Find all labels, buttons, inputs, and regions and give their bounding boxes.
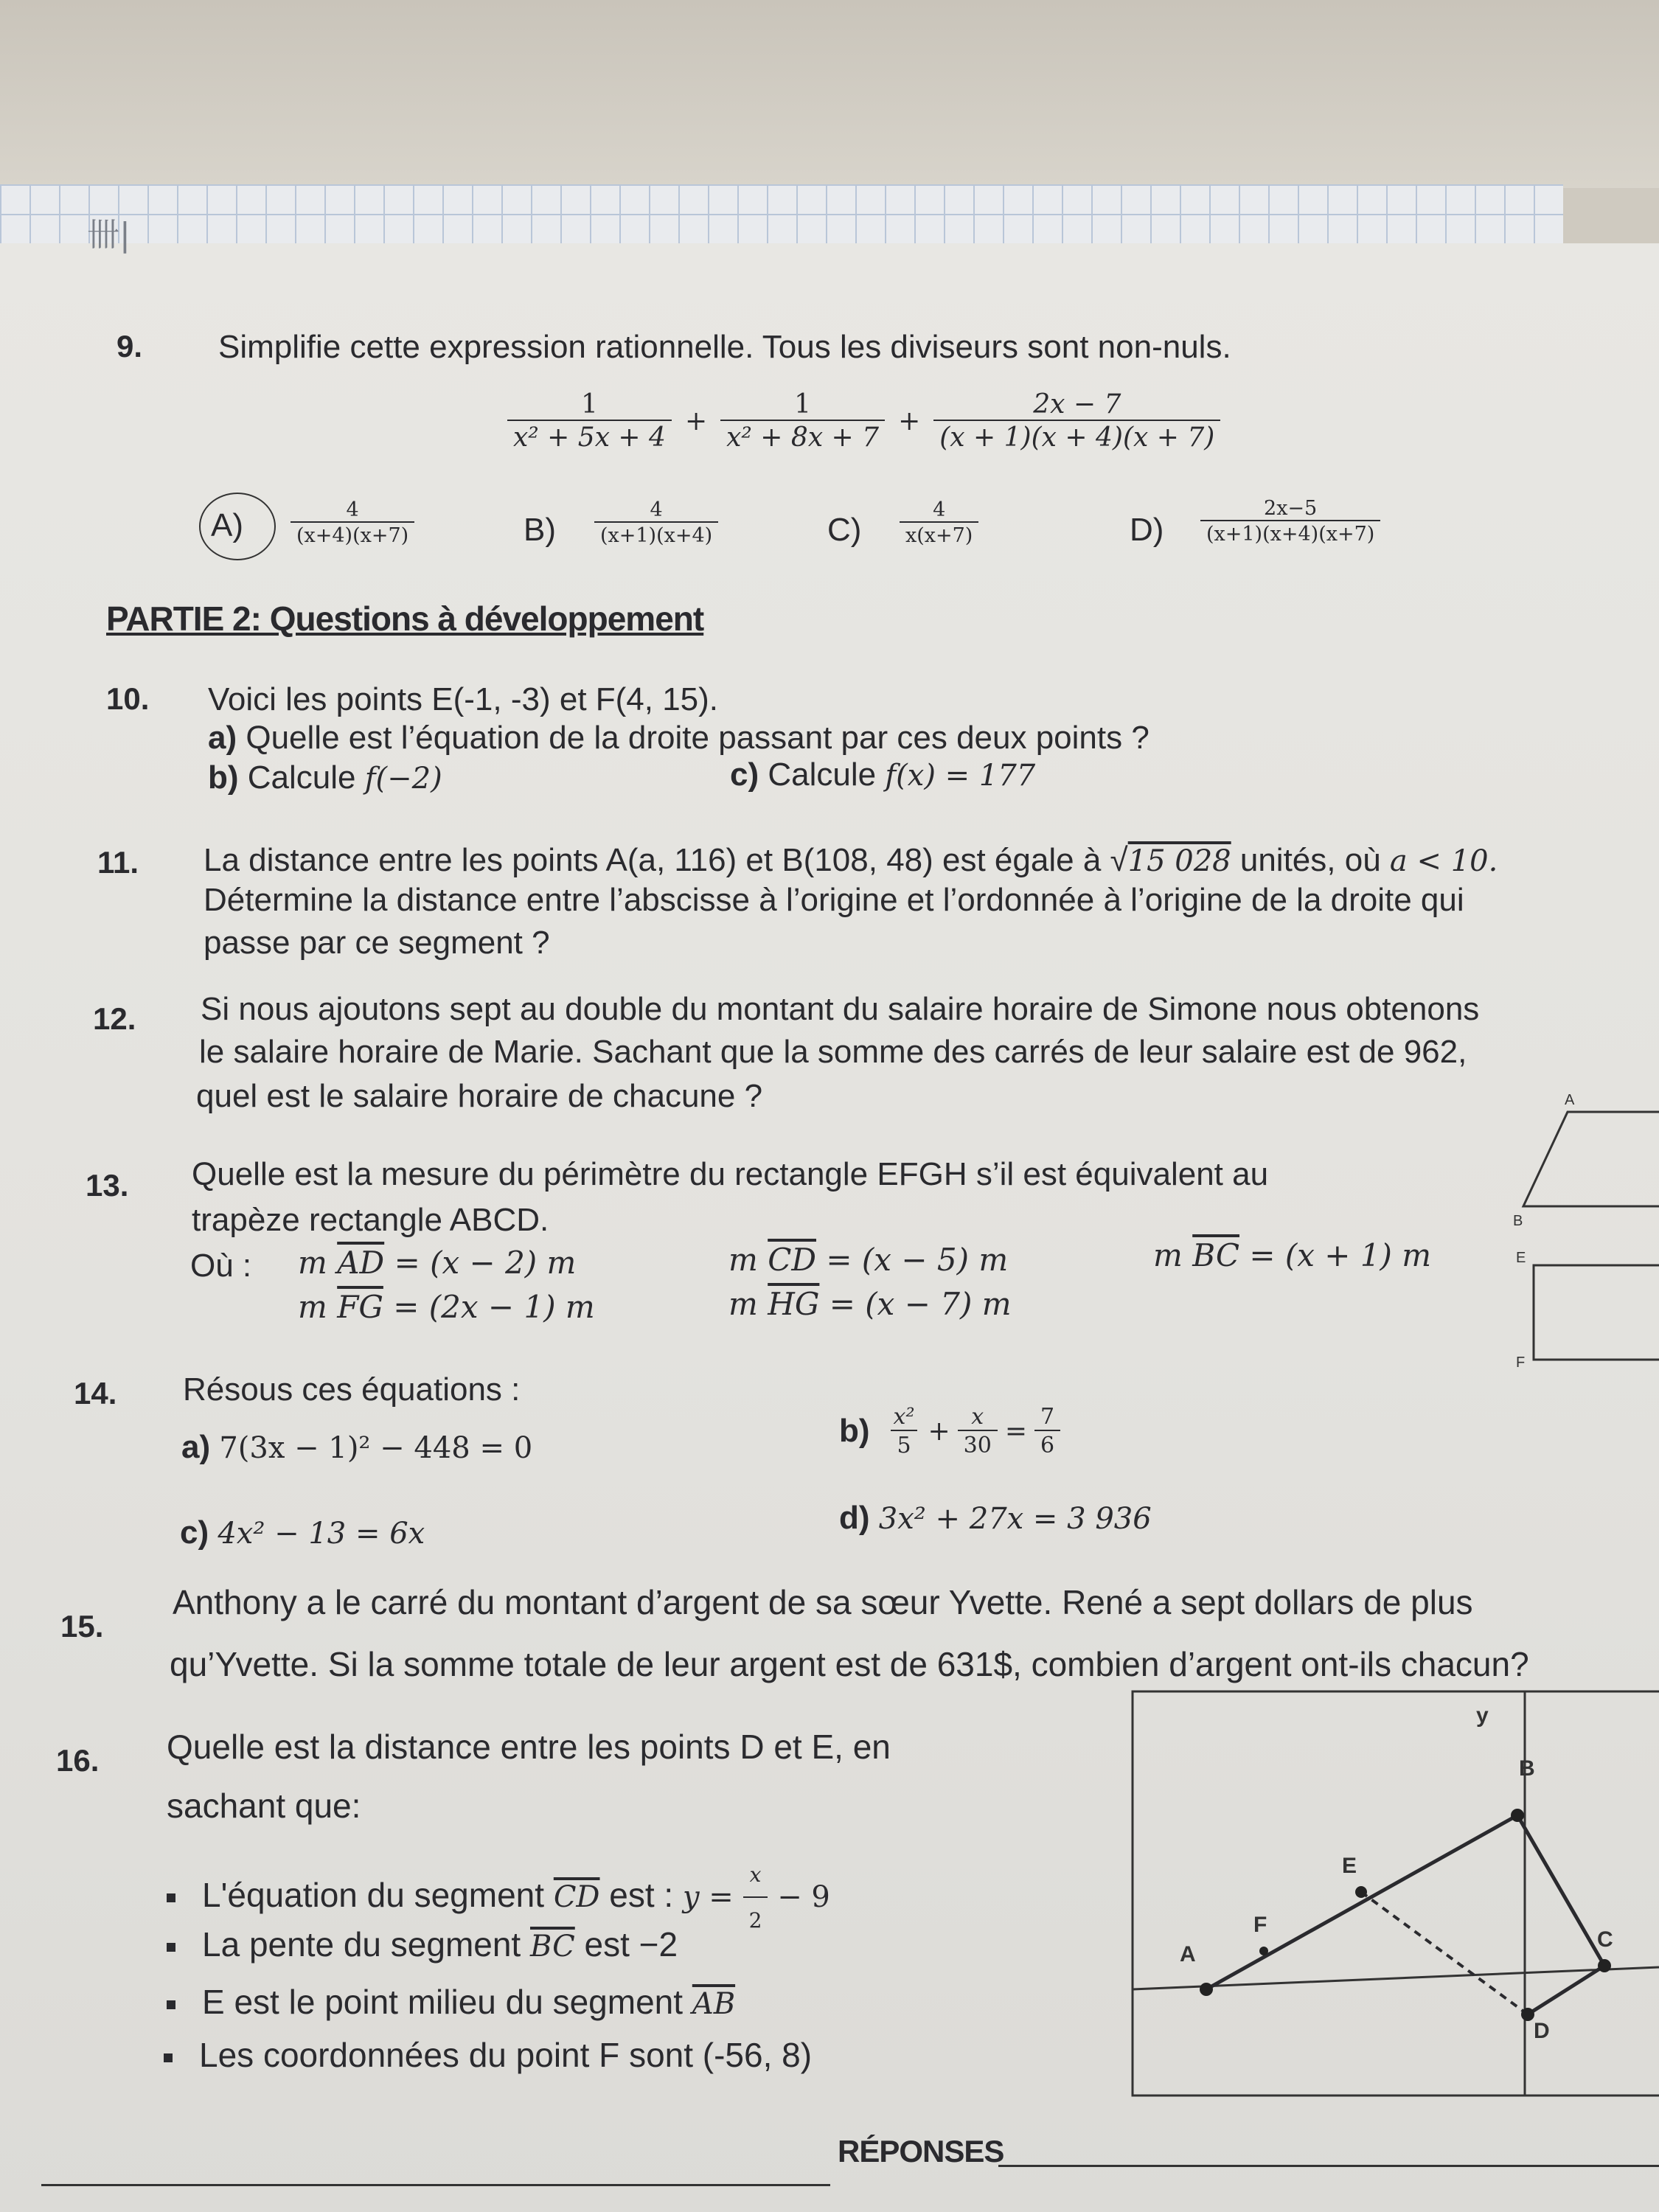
q15-line2: qu’Yvette. Si la somme totale de leur argent est de 631$, combien d’argent ont-ils chacun? xyxy=(170,1645,1529,1683)
tally-mark: 卌| xyxy=(87,216,131,254)
q16-b1-frac xyxy=(743,1854,768,1942)
q11-number: 11. xyxy=(97,845,139,880)
choice-c-den: x(x+7) xyxy=(900,521,978,547)
q9-choice-b[interactable] xyxy=(594,498,718,547)
q16-bullet2 xyxy=(167,1923,678,1968)
label-a: A xyxy=(1180,1942,1196,1966)
q10-c-label: c) xyxy=(730,757,759,793)
q14-a-math: 7(3x − 1)² − 448 = 0 xyxy=(219,1431,533,1465)
q10-b xyxy=(208,757,442,800)
q9-term3 xyxy=(933,389,1220,453)
q16-b1-frac-den: 2 xyxy=(743,1896,768,1942)
equals-sign: = xyxy=(1004,1416,1028,1447)
q10-text: Voici les points E(-1, -3) et F(4, 15). xyxy=(208,681,719,717)
q10-c-math: f(x) = 177 xyxy=(885,759,1036,793)
q14-b-frac2-den: 30 xyxy=(958,1430,998,1458)
q10-b-label: b) xyxy=(208,759,239,796)
choice-a-den: (x+4)(x+7) xyxy=(291,521,414,547)
answer-line-left xyxy=(41,2184,830,2186)
q14-b-frac3-den: 6 xyxy=(1034,1430,1060,1458)
point-c xyxy=(1598,1959,1611,1972)
label-e: E xyxy=(1516,1250,1526,1266)
q9-term1-den: x² + 5x + 4 xyxy=(507,420,672,453)
q14-b xyxy=(839,1404,1060,1458)
point-b xyxy=(1511,1809,1524,1822)
q11-line1b: unités, où xyxy=(1231,842,1390,878)
q14-b-frac1 xyxy=(888,1404,921,1458)
q14-b-frac1-den: 5 xyxy=(891,1430,917,1458)
q16-b2-tail: est −2 xyxy=(574,1925,678,1964)
q14-a xyxy=(181,1426,532,1470)
q13-line2: trapèze rectangle ABCD. xyxy=(192,1202,549,1238)
q9-choice-d-label[interactable]: D) xyxy=(1130,512,1164,548)
q14-b-frac3-num: 7 xyxy=(1040,1404,1055,1430)
segment-bc: $\overline{BC}$ xyxy=(530,1930,575,1964)
point-d xyxy=(1521,2008,1534,2021)
q16-b3-text: E est le point milieu du segment xyxy=(202,1983,684,2021)
q16-graph xyxy=(1128,1688,1659,2101)
q11-line3: passe par ce segment ? xyxy=(204,925,550,961)
segment-de-dashed xyxy=(1361,1892,1528,2014)
m-label: m xyxy=(728,1286,758,1322)
bullet-icon xyxy=(167,2000,175,2009)
point-a xyxy=(1200,1983,1213,1996)
segment-ad: $\overline{AD}$ xyxy=(337,1245,385,1281)
q16-number: 16. xyxy=(56,1743,100,1778)
label-y: y xyxy=(1476,1703,1489,1728)
q11-line2: Détermine la distance entre l’abscisse à l’origine et l’ordonnée à l’origine de la droite qui xyxy=(204,882,1464,918)
m-label: m xyxy=(298,1289,327,1325)
q16-b1-tail: − 9 xyxy=(777,1880,830,1915)
q12-number: 12. xyxy=(93,1001,136,1036)
rectangle-efgh xyxy=(1534,1265,1659,1360)
q9-term2 xyxy=(720,389,885,453)
q14-d-math: 3x² + 27x = 3 936 xyxy=(878,1502,1152,1536)
q14-prompt: Résous ces équations : xyxy=(183,1371,521,1408)
label-c: C xyxy=(1597,1927,1613,1952)
q13-hg xyxy=(728,1286,1012,1322)
label-b: B xyxy=(1519,1756,1535,1781)
m-label: m xyxy=(1153,1237,1183,1273)
graph-paper-strip xyxy=(0,184,1563,251)
q14-b-label: b) xyxy=(839,1413,870,1449)
q16-b1-math: y = xyxy=(682,1880,734,1915)
q14-d xyxy=(839,1497,1152,1540)
q14-b-frac3 xyxy=(1034,1404,1060,1458)
q10-number: 10. xyxy=(106,681,150,716)
segment-cd: $\overline{CD}$ xyxy=(768,1242,816,1278)
segment-cd: $\overline{CD}$ xyxy=(553,1880,600,1915)
choice-b-num: 4 xyxy=(650,498,663,521)
q12-line3: quel est le salaire horaire de chacune ? xyxy=(196,1078,763,1114)
q10-a-text: Quelle est l’équation de la droite passant par ces deux points ? xyxy=(246,720,1150,756)
q16-b4-text: Les coordonnées du point F sont (-56, 8) xyxy=(199,2036,813,2074)
q16-line1: Quelle est la distance entre les points D et E, en xyxy=(167,1728,891,1766)
q9-expression xyxy=(507,389,1220,453)
label-f: F xyxy=(1253,1913,1267,1937)
q13-fg xyxy=(298,1289,595,1325)
q9-choice-b-label[interactable]: B) xyxy=(524,512,556,548)
cd-value: = (x − 5) m xyxy=(826,1242,1009,1278)
q11-sqrt-value: 15 028 xyxy=(1127,844,1231,878)
q9-term2-den: x² + 8x + 7 xyxy=(720,420,885,453)
q9-choice-d[interactable] xyxy=(1200,497,1380,546)
choice-b-den: (x+1)(x+4) xyxy=(594,521,718,547)
q13-number: 13. xyxy=(86,1168,129,1203)
fg-value: = (2x − 1) m xyxy=(393,1289,595,1325)
hg-value: = (x − 7) m xyxy=(829,1286,1012,1322)
q10-b-text: Calcule xyxy=(247,759,356,796)
q14-c-label: c) xyxy=(180,1514,209,1551)
q9-choice-a-label[interactable]: A) xyxy=(211,507,243,543)
q14-c-math: 4x² − 13 = 6x xyxy=(218,1517,425,1551)
q10-c xyxy=(730,754,1035,797)
q13-line1: Quelle est la mesure du périmètre du rectangle EFGH s’il est équivalent au xyxy=(192,1156,1269,1192)
q11-condition: a < 10. xyxy=(1389,844,1498,878)
q11-line1 xyxy=(204,839,1498,883)
q11-line1a: La distance entre les points A(a, 116) et B(108, 48) est égale à xyxy=(204,842,1110,878)
segment-ab: $\overline{AB}$ xyxy=(692,1987,736,2021)
q14-d-label: d) xyxy=(839,1500,870,1536)
point-f xyxy=(1259,1947,1268,1955)
label-d: D xyxy=(1534,2019,1550,2043)
q16-bullet4 xyxy=(164,2034,812,2076)
q16-b1-text: L'équation du segment xyxy=(202,1876,545,1915)
label-b: B xyxy=(1513,1213,1523,1229)
q9-term1-num: 1 xyxy=(581,389,598,420)
q9-choice-c-label[interactable]: C) xyxy=(827,512,862,548)
point-e xyxy=(1355,1886,1367,1898)
graph-frame xyxy=(1133,1691,1659,2096)
bc-value: = (x + 1) m xyxy=(1249,1237,1432,1273)
q14-b-frac2-num: x xyxy=(971,1404,984,1430)
label-e: E xyxy=(1342,1854,1357,1878)
q15-line1: Anthony a le carré du montant d’argent de sa sœur Yvette. René a sept dollars de plus xyxy=(173,1583,1473,1621)
q13-ad xyxy=(298,1245,576,1281)
ad-value: = (x − 2) m xyxy=(394,1245,577,1281)
q14-number: 14. xyxy=(74,1376,117,1411)
q12-line2: le salaire horaire de Marie. Sachant que la somme des carrés de leur salaire est de 962, xyxy=(199,1034,1467,1070)
trapezoid-abcd xyxy=(1523,1112,1659,1206)
choice-a-num: 4 xyxy=(346,498,359,521)
q14-a-label: a) xyxy=(181,1429,211,1465)
label-f: F xyxy=(1516,1354,1526,1371)
q14-b-frac1-num: x² xyxy=(893,1404,915,1430)
q14-c xyxy=(180,1512,425,1555)
q9-number: 9. xyxy=(116,329,143,364)
q9-term1 xyxy=(507,389,672,453)
choice-c-num: 4 xyxy=(933,498,946,521)
answer-line-right xyxy=(998,2165,1659,2167)
label-a: A xyxy=(1565,1092,1575,1108)
q10-c-text: Calcule xyxy=(768,757,877,793)
desk-background xyxy=(0,0,1659,188)
q12-line1: Si nous ajoutons sept au double du montant du salaire horaire de Simone nous obtenons xyxy=(201,991,1480,1027)
bullet-icon xyxy=(167,1893,175,1902)
q16-bullet3 xyxy=(167,1980,735,2025)
choice-d-den: (x+1)(x+4)(x+7) xyxy=(1200,520,1380,546)
section-title: PARTIE 2: Questions à développement xyxy=(106,599,704,638)
reponses-label: RÉPONSES xyxy=(838,2134,1004,2168)
segment-hg: $\overline{HG}$ xyxy=(768,1286,820,1322)
q9-choice-c[interactable] xyxy=(900,498,978,547)
q10-b-math: f(−2) xyxy=(364,762,442,796)
q16-b1-mid: est : xyxy=(599,1876,683,1915)
q9-term3-num: 2x − 7 xyxy=(1033,389,1121,420)
choice-d-num: 2x−5 xyxy=(1264,497,1318,520)
q16-b1-frac-num: x xyxy=(749,1863,762,1887)
q9-term2-num: 1 xyxy=(794,389,812,420)
m-label: m xyxy=(298,1245,327,1281)
q16-b2-text: La pente du segment xyxy=(202,1925,521,1964)
plus-sign: + xyxy=(928,1416,950,1447)
q16-line2: sachant que: xyxy=(167,1787,361,1825)
q13-bc xyxy=(1153,1237,1431,1273)
q14-b-frac2 xyxy=(958,1404,998,1458)
q10-a-label: a) xyxy=(208,720,237,756)
plus-sign: + xyxy=(898,406,921,437)
q9-prompt: Simplifie cette expression rationnelle. Tous les diviseurs sont non-nuls. xyxy=(218,329,1231,365)
plus-sign: + xyxy=(684,406,708,437)
q13-figures xyxy=(1504,1091,1659,1371)
sqrt-symbol: √ xyxy=(1110,842,1128,878)
q9-choice-a[interactable] xyxy=(291,498,414,547)
m-label: m xyxy=(728,1242,758,1278)
bullet-icon xyxy=(164,2053,173,2062)
q13-cd xyxy=(728,1242,1008,1278)
q9-term3-den: (x + 1)(x + 4)(x + 7) xyxy=(933,420,1220,453)
segment-fg: $\overline{FG}$ xyxy=(337,1289,383,1325)
q15-number: 15. xyxy=(60,1609,104,1644)
segment-bc: $\overline{BC}$ xyxy=(1192,1237,1239,1273)
q13-ou: Où : xyxy=(190,1248,252,1284)
bullet-icon xyxy=(167,1943,175,1952)
